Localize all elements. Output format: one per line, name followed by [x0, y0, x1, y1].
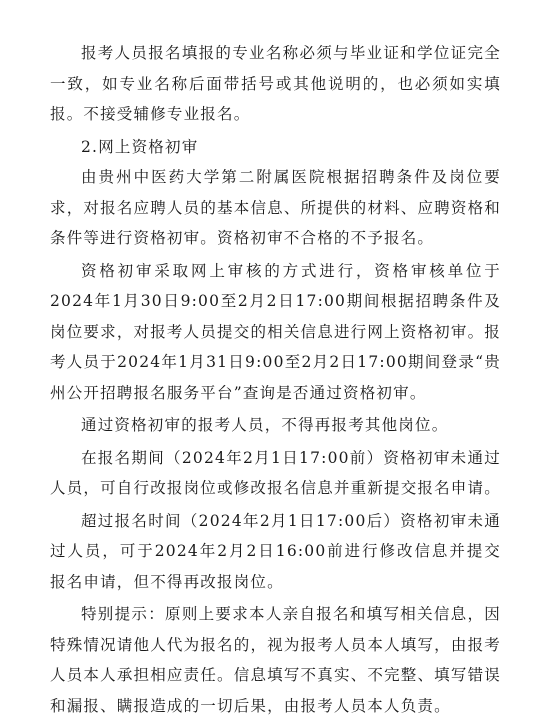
paragraph-review-by-hospital: 由贵州中医药大学第二附属医院根据招聘条件及岗位要求，对报名应聘人员的基本信息、所提供的材料、应聘资格和条件等进行资格初审。资格初审不合格的不予报名。	[50, 168, 501, 247]
paragraph-no-other-positions: 通过资格初审的报考人员，不得再报考其他岗位。	[81, 416, 449, 434]
paragraph-review-schedule: 资格初审采取网上审核的方式进行，资格审核单位于2024年1月30日9:00至2月2日17:00期间根据招聘条件及岗位要求，对报考人员提交的相关信息进行网上资格初审。报考人员于2024年1月31日9:00至2月2日17:00期间登录“贵州公开招聘报名服务平台”查询是否通过资格初审。	[50, 261, 501, 402]
paragraph-during-registration: 在报名期间（2024年2月1日17:00前）资格初审未通过人员，可自行改报岗位或修改报名信息并重新提交报名申请。	[50, 448, 501, 497]
paragraph-after-registration: 超过报名时间（2024年2月1日17:00后）资格初审未通过人员，可于2024年2月2日16:00前进行修改信息并提交报名申请，但不得再改报岗位。	[50, 511, 501, 591]
paragraph-major-name-rule: 报考人员报名填报的专业名称必须与毕业证和学位证完全一致，如专业名称后面带括号或其他说明的，也必须如实填报。不接受辅修专业报名。	[50, 44, 501, 123]
section-heading-online-review: 2.网上资格初审	[81, 137, 199, 156]
paragraph-special-notice: 特别提示：原则上要求本人亲自报名和填写相关信息，因特殊情况请他人代为报名的，视为报考人员本人填写，由报考人员本人承担相应责任。信息填写不真实、不完整、填写错误和漏报、瞒报造成的一切后果，由报考人员本人负责。	[50, 605, 501, 715]
